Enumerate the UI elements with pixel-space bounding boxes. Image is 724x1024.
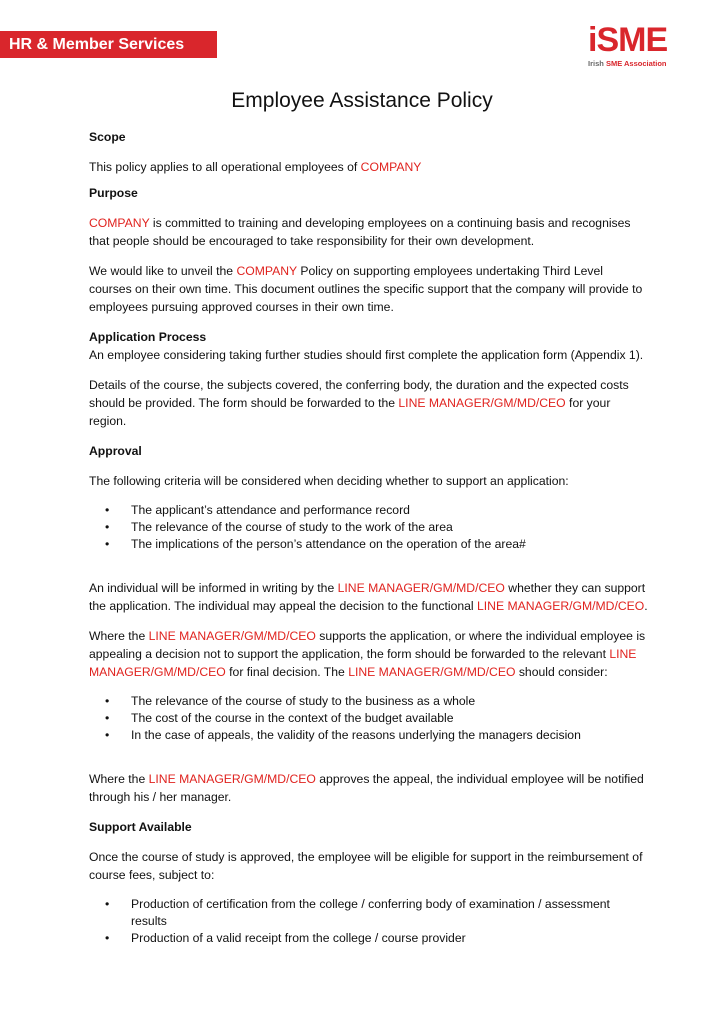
purpose-paragraph-2: We would like to unveil the COMPANY Policy on supporting employees undertaking Third Level courses on their own time. This document outlines the specific support that the company will provide to employees pursuing approved courses in their own time. (89, 264, 643, 314)
list-item: • The cost of the course in the context of the budget available (89, 710, 649, 727)
scope-heading: Scope (89, 130, 126, 144)
list-item: • The relevance of the course of study to the business as a whole (89, 693, 649, 710)
application-paragraph-2: Details of the course, the subjects covered, the conferring body, the duration and the expected costs should be provided. The form should be forwarded to the LINE MANAGER/GM/MD/CEO for your region. (89, 378, 629, 428)
logo-subtitle: Irish SME Association (588, 59, 667, 68)
support-intro: Once the course of study is approved, the employee will be eligible for support in the reimbursement of course fees, subject to: (89, 850, 643, 882)
application-heading: Application Process (89, 330, 207, 344)
support-conditions-list (89, 896, 649, 947)
approval-considerations-list (89, 693, 649, 744)
approval-intro: The following criteria will be considered when deciding whether to support an application: (89, 474, 569, 488)
list-item: • The applicant’s attendance and performance record (89, 502, 649, 519)
support-heading: Support Available (89, 820, 192, 834)
list-item: • Production of certification from the college / conferring body of examination / assessment results (89, 896, 649, 930)
list-item: • The implications of the person’s attendance on the operation of the area# (89, 536, 649, 553)
list-item: • In the case of appeals, the validity of the reasons underlying the managers decision (89, 727, 649, 744)
scope-text: This policy applies to all operational employees of COMPANY (89, 160, 422, 174)
logo-mark: iSME (588, 21, 668, 59)
purpose-heading: Purpose (89, 186, 138, 200)
approval-paragraph-2: Where the LINE MANAGER/GM/MD/CEO supports the application, or where the individual employee is appealing a decision not to support the application, the form should be forwarded to the relevant LINE MANAGER/GM/MD/CEO for final decision. The LINE MANAGER/GM/MD/CEO should consider: (89, 629, 646, 679)
hr-member-services-banner: HR & Member Services (0, 31, 217, 58)
approval-criteria-list (89, 502, 649, 553)
list-item: • The relevance of the course of study to the work of the area (89, 519, 649, 536)
list-item: • Production of a valid receipt from the college / course provider (89, 930, 649, 947)
isme-logo (588, 23, 684, 73)
approval-paragraph-1: An individual will be informed in writing by the LINE MANAGER/GM/MD/CEO whether they can support the application. The individual may appeal the decision to the functional LINE MANAGER/GM/MD/CEO. (89, 581, 648, 613)
policy-body (89, 128, 649, 959)
approval-heading: Approval (89, 444, 142, 458)
approval-paragraph-3: Where the LINE MANAGER/GM/MD/CEO approves the appeal, the individual employee will be notified through his / her manager. (89, 772, 644, 804)
page-title: Employee Assistance Policy (231, 89, 493, 112)
application-paragraph-1: An employee considering taking further studies should first complete the application form (Appendix 1). (89, 348, 644, 362)
purpose-paragraph-1: COMPANY is committed to training and developing employees on a continuing basis and recognises that people should be encouraged to take responsibility for their own development. (89, 216, 631, 248)
